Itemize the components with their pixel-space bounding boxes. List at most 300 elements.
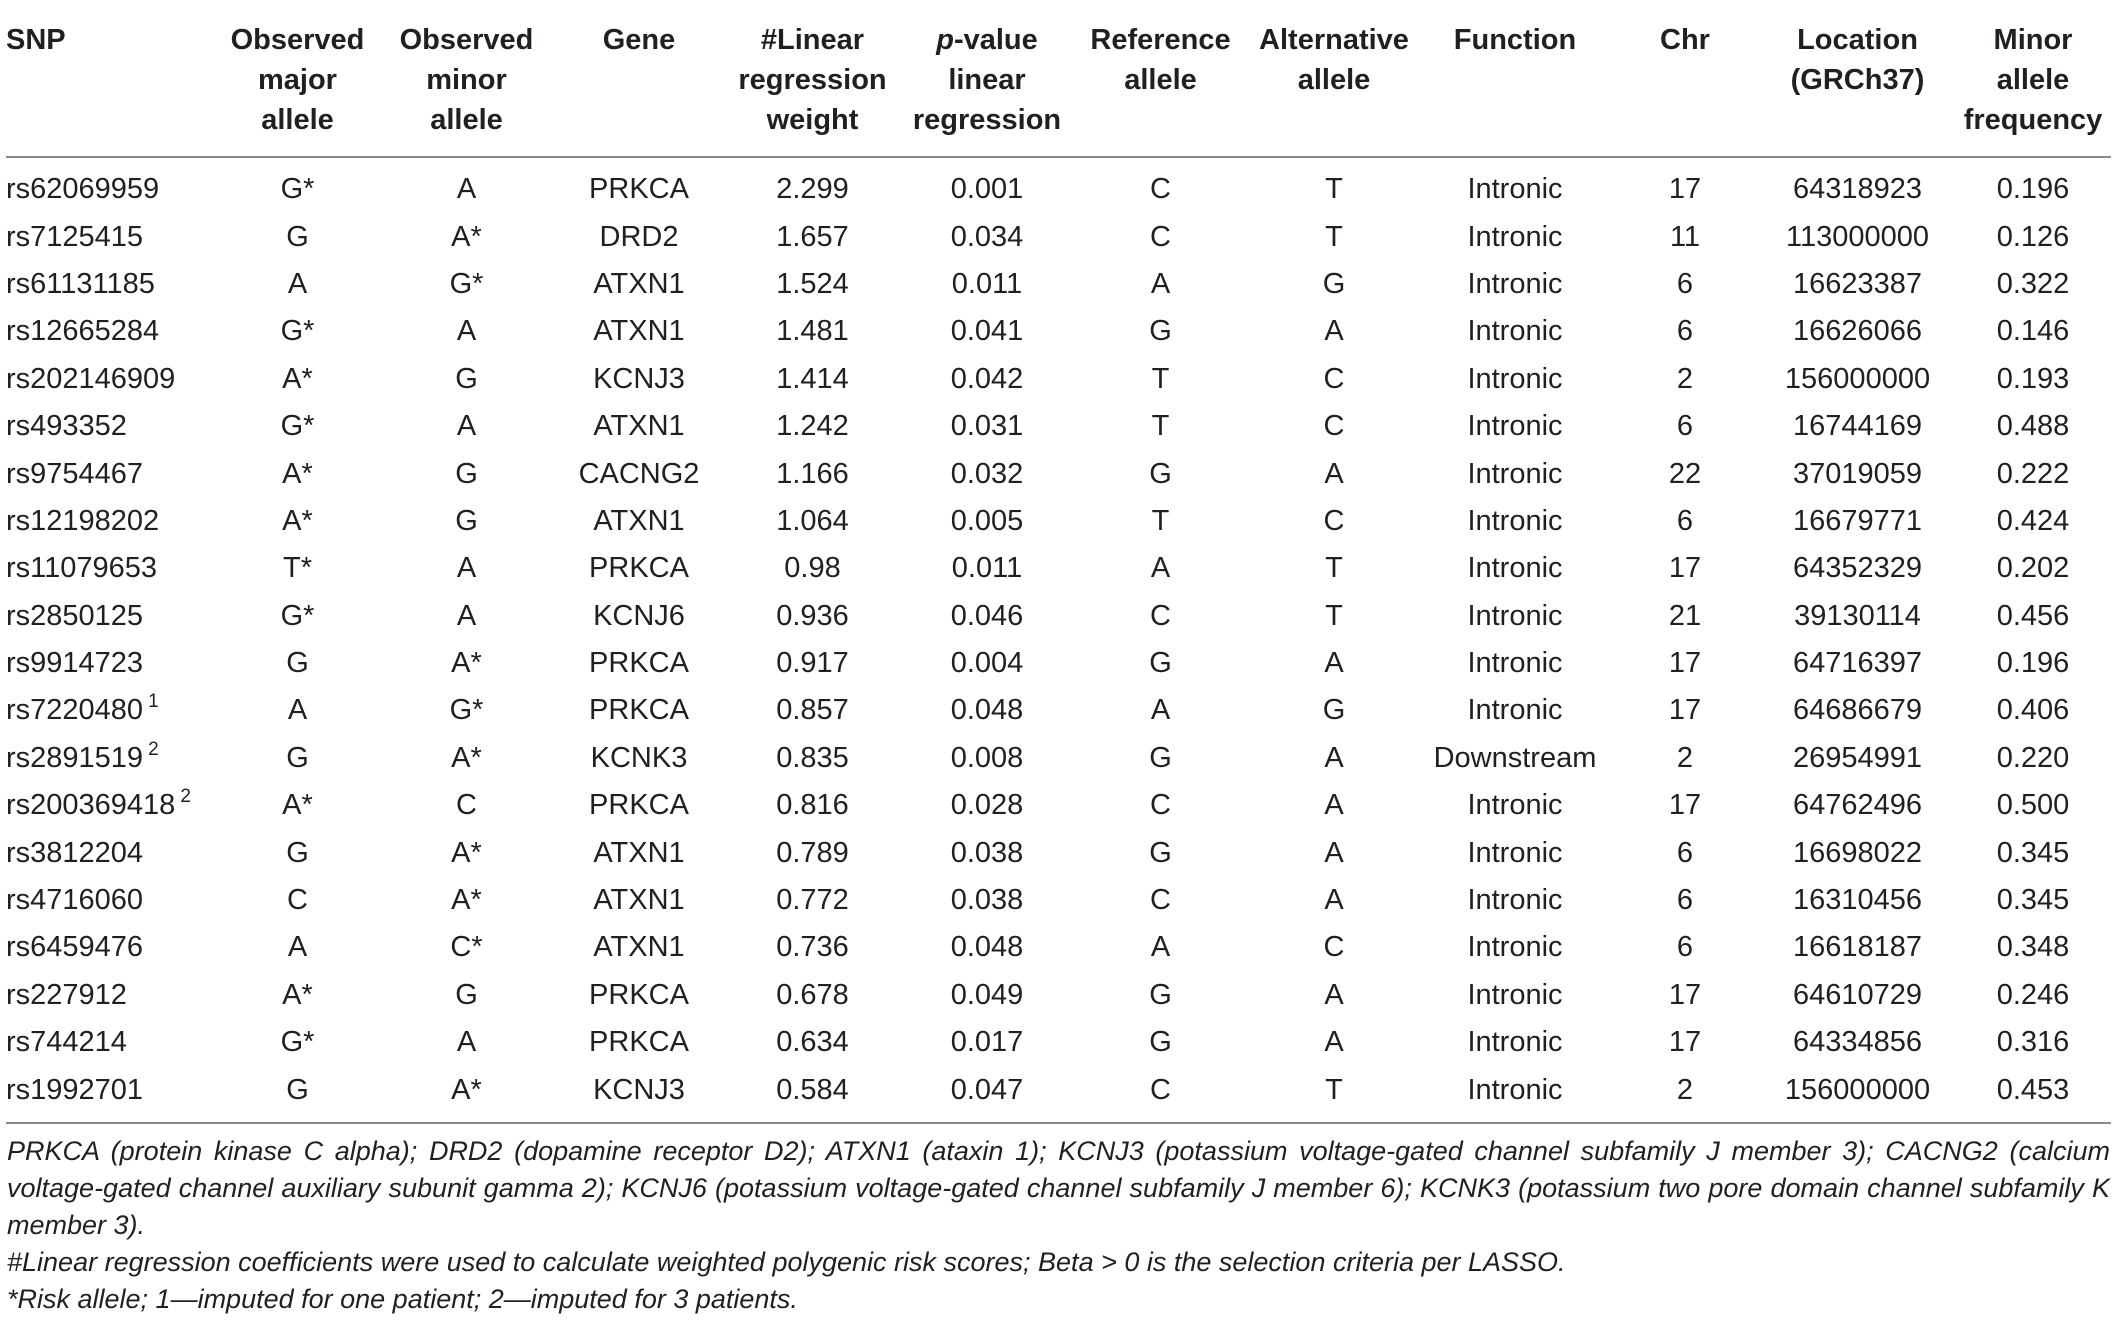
cell-ref: T [1151,504,1170,537]
cell-minor: C [456,789,477,822]
cell-major: G* [280,315,315,348]
cell-location: 16698022 [1792,836,1923,869]
cell-pvalue: 0.048 [950,694,1024,727]
cell-ref: G [1149,647,1172,680]
cell-pvalue: 0.008 [950,741,1024,774]
cell-function: Intronic [1467,362,1563,395]
cell-pvalue: 0.038 [950,884,1024,917]
cell-maf: 0.424 [1996,504,2070,537]
footnote-risk-allele: *Risk allele; 1—imputed for one patient; 2—imputed for 3 patients. [7,1283,798,1314]
snp-id: rs1992701 [6,1073,144,1106]
cell-alt: A [1324,315,1344,348]
header-location: Location (GRCh37) [1760,0,1955,157]
cell-chr: 6 [1676,931,1694,964]
cell-location: 64610729 [1792,978,1923,1011]
cell-function: Intronic [1467,315,1563,348]
cell-maf: 0.220 [1996,741,2070,774]
cell-ref: G [1149,457,1172,490]
cell-gene: ATXN1 [593,315,685,348]
cell-pvalue: 0.038 [950,836,1024,869]
cell-major: C [287,884,308,917]
cell-alt: C [1323,362,1345,395]
cell-minor: C* [450,931,483,964]
cell-snp [6,972,216,1019]
table-row [6,261,2111,308]
table-row [6,877,2111,924]
cell-location: 26954991 [1792,741,1923,774]
cell-pvalue: 0.005 [950,504,1024,537]
cell-major: G* [280,173,315,206]
cell-function: Intronic [1467,931,1563,964]
cell-weight: 0.917 [776,647,849,680]
cell-alt: T [1325,599,1343,632]
cell-location: 64762496 [1792,789,1923,822]
footnotes [6,1123,2111,1319]
cell-location: 16679771 [1792,504,1923,537]
cell-weight: 0.772 [776,884,849,917]
snp-id: rs12198202 [6,504,160,537]
cell-function: Intronic [1467,173,1563,206]
cell-location: 16626066 [1792,315,1923,348]
cell-pvalue: 0.011 [951,552,1023,585]
imputation-note-marker: 2 [180,786,191,808]
cell-alt: T [1325,1073,1343,1106]
cell-major: G* [280,1026,315,1059]
cell-minor: G* [449,267,484,300]
cell-minor: G [455,362,478,395]
cell-weight: 1.414 [776,362,849,395]
cell-ref: C [1150,599,1171,632]
cell-function: Intronic [1467,978,1563,1011]
cell-location: 37019059 [1792,457,1923,490]
cell-function: Intronic [1467,694,1563,727]
cell-maf: 0.406 [1996,694,2070,727]
cell-alt: C [1323,504,1345,537]
cell-weight: 0.789 [776,836,849,869]
cell-chr: 2 [1676,741,1694,774]
snp-id: rs6459476 [6,931,144,964]
cell-maf: 0.246 [1996,978,2070,1011]
table-container [6,0,2111,1319]
cell-maf: 0.193 [1996,362,2070,395]
cell-snp [6,829,216,876]
cell-minor: A* [451,836,482,869]
cell-pvalue: 0.047 [950,1073,1024,1106]
cell-chr: 17 [1668,647,1702,680]
snp-id: rs493352 [6,410,127,443]
table-row [6,829,2111,876]
cell-snp [6,403,216,450]
cell-major: A* [282,978,313,1011]
snp-id: rs200369418 [6,789,176,822]
table-row [6,356,2111,403]
cell-gene: PRKCA [589,1026,689,1059]
header-snp: SNP [6,0,216,157]
cell-ref: A [1150,552,1171,585]
header-chr: Chr [1610,0,1760,157]
cell-chr: 22 [1668,457,1702,490]
cell-major: A* [282,362,313,395]
cell-minor: A [456,315,477,348]
cell-gene: DRD2 [599,220,679,253]
cell-weight: 1.064 [776,504,849,537]
cell-weight: 1.242 [776,410,849,443]
cell-snp [6,1066,216,1122]
cell-gene: ATXN1 [593,836,685,869]
cell-minor: A* [451,884,482,917]
cell-function: Intronic [1467,267,1563,300]
cell-location: 64352329 [1792,552,1923,585]
header-linear-regression-weight: #Linear regression weight [724,0,901,157]
cell-location: 64318923 [1792,173,1923,206]
cell-alt: A [1324,836,1344,869]
cell-chr: 17 [1668,694,1702,727]
cell-alt: T [1325,552,1343,585]
cell-pvalue: 0.048 [950,931,1024,964]
table-row [6,1019,2111,1066]
cell-alt: G [1322,267,1346,300]
cell-maf: 0.345 [1996,884,2070,917]
cell-ref: C [1150,1073,1171,1106]
cell-ref: A [1150,267,1171,300]
cell-function: Intronic [1467,457,1563,490]
cell-weight: 0.678 [776,978,849,1011]
cell-location: 113000000 [1785,220,1929,253]
cell-maf: 0.456 [1996,599,2070,632]
snp-id: rs12665284 [6,315,160,348]
cell-alt: A [1324,457,1344,490]
cell-snp [6,498,216,545]
header-alternative-allele: Alternative allele [1248,0,1420,157]
cell-major: G [286,741,309,774]
header-function: Function [1420,0,1610,157]
cell-major: A [287,267,308,300]
cell-major: G [286,836,309,869]
cell-major: G [286,647,309,680]
cell-chr: 2 [1676,1073,1694,1106]
cell-minor: G [455,457,478,490]
cell-maf: 0.222 [1996,457,2070,490]
snp-table [6,0,2111,1319]
cell-maf: 0.196 [1996,173,2070,206]
cell-snp [6,261,216,308]
cell-alt: A [1324,741,1344,774]
cell-maf: 0.202 [1996,552,2070,585]
cell-gene: ATXN1 [593,931,685,964]
cell-minor: A* [451,741,482,774]
footnote-regression: #Linear regression coefficients were used to calculate weighted polygenic risk scores; Beta > 0 is the selection criteria per LASSO. [7,1246,1566,1277]
snp-id: rs2891519 [6,741,144,774]
imputation-note-marker: 1 [148,691,159,713]
table-row [6,924,2111,971]
cell-minor: A* [451,220,482,253]
snp-id: rs9754467 [6,457,144,490]
cell-minor: A [456,552,477,585]
cell-chr: 17 [1668,173,1702,206]
cell-location: 16618187 [1792,931,1923,964]
cell-major: T* [283,552,312,585]
cell-pvalue: 0.031 [950,410,1024,443]
cell-snp [6,213,216,260]
cell-alt: C [1323,410,1345,443]
cell-minor: A* [451,647,482,680]
cell-gene: PRKCA [589,978,689,1011]
snp-id: rs9914723 [6,647,144,680]
snp-id: rs7125415 [6,220,144,253]
header-minor-allele-frequency: Minor allele frequency [1955,0,2111,157]
cell-ref: A [1150,931,1171,964]
cell-pvalue: 0.032 [950,457,1024,490]
snp-id: rs744214 [6,1026,127,1059]
cell-weight: 0.98 [784,552,841,585]
cell-ref: C [1150,220,1171,253]
snp-id: rs4716060 [6,884,144,917]
cell-snp [6,877,216,924]
cell-function: Intronic [1467,504,1563,537]
cell-weight: 0.816 [776,789,849,822]
cell-maf: 0.488 [1996,410,2070,443]
cell-pvalue: 0.042 [950,362,1024,395]
table-row [6,687,2111,734]
cell-ref: T [1151,362,1170,395]
cell-location: 16623387 [1792,267,1923,300]
cell-chr: 11 [1669,220,1701,253]
table-row [6,157,2111,213]
cell-major: G [286,1073,309,1106]
cell-maf: 0.146 [1996,315,2070,348]
cell-minor: A [456,1026,477,1059]
cell-maf: 0.316 [1996,1026,2070,1059]
cell-pvalue: 0.049 [950,978,1024,1011]
cell-weight: 0.634 [776,1026,849,1059]
cell-ref: A [1150,694,1171,727]
cell-gene: ATXN1 [593,410,685,443]
cell-snp [6,735,216,782]
cell-location: 39130114 [1794,599,1921,632]
cell-major: G* [280,410,315,443]
table-row [6,213,2111,260]
cell-function: Intronic [1467,220,1563,253]
snp-id: rs202146909 [6,362,176,395]
cell-chr: 17 [1668,552,1702,585]
cell-pvalue: 0.001 [950,173,1024,206]
cell-weight: 0.857 [776,694,849,727]
cell-gene: ATXN1 [593,504,685,537]
cell-function: Intronic [1467,552,1563,585]
cell-function: Intronic [1467,410,1563,443]
cell-ref: C [1150,789,1171,822]
cell-chr: 2 [1676,362,1694,395]
cell-maf: 0.348 [1996,931,2070,964]
header-observed-minor-allele: Observed minor allele [379,0,554,157]
cell-ref: G [1149,978,1172,1011]
cell-snp [6,450,216,497]
cell-ref: G [1149,1026,1172,1059]
cell-major: A [287,931,308,964]
cell-gene: ATXN1 [593,884,685,917]
cell-gene: PRKCA [589,694,689,727]
cell-alt: T [1325,173,1343,206]
cell-function: Intronic [1467,789,1563,822]
cell-snp [6,687,216,734]
cell-snp [6,545,216,592]
cell-ref: G [1149,741,1172,774]
cell-chr: 6 [1676,315,1694,348]
snp-id: rs61131185 [6,267,155,300]
cell-maf: 0.322 [1996,267,2070,300]
cell-weight: 0.584 [776,1073,849,1106]
cell-weight: 0.835 [776,741,849,774]
cell-gene: CACNG2 [578,457,700,490]
cell-pvalue: 0.011 [951,267,1023,300]
table-body [6,157,2111,1123]
cell-alt: A [1324,1026,1344,1059]
snp-id: rs227912 [6,978,127,1011]
cell-function: Intronic [1467,1073,1563,1106]
snp-id: rs11079653 [6,552,158,585]
cell-pvalue: 0.046 [950,599,1024,632]
cell-gene: KCNK3 [590,741,688,774]
snp-id: rs2850125 [6,599,144,632]
cell-chr: 17 [1668,1026,1702,1059]
snp-id: rs7220480 [6,694,144,727]
cell-major: G [286,220,309,253]
cell-alt: T [1325,220,1343,253]
cell-maf: 0.126 [1996,220,2070,253]
header-p-value: p-value linear regression [901,0,1073,157]
cell-chr: 6 [1676,884,1694,917]
table-row [6,1066,2111,1122]
table-row [6,403,2111,450]
cell-minor: G* [449,694,484,727]
cell-snp [6,640,216,687]
cell-weight: 0.936 [776,599,849,632]
cell-location: 64686679 [1792,694,1923,727]
cell-function: Intronic [1467,599,1563,632]
cell-ref: G [1149,315,1172,348]
cell-snp [6,356,216,403]
table-row [6,498,2111,545]
cell-snp [6,782,216,829]
cell-location: 156000000 [1784,362,1931,395]
cell-pvalue: 0.028 [950,789,1024,822]
table-row [6,308,2111,355]
header-observed-major-allele: Observed major allele [216,0,379,157]
table-row [6,593,2111,640]
cell-pvalue: 0.034 [950,220,1024,253]
cell-maf: 0.453 [1996,1073,2070,1106]
cell-function: Intronic [1467,1026,1563,1059]
cell-snp [6,308,216,355]
cell-minor: G [455,978,478,1011]
cell-snp [6,157,216,213]
cell-major: A [287,694,308,727]
snp-id: rs62069959 [6,173,160,206]
cell-minor: A [456,410,477,443]
cell-gene: PRKCA [589,552,689,585]
cell-chr: 21 [1668,599,1702,632]
cell-location: 16310456 [1792,884,1923,917]
cell-minor: A* [451,1073,482,1106]
footnote-abbreviations: PRKCA (protein kinase C alpha); DRD2 (dopamine receptor D2); ATXN1 (ataxin 1); KCNJ3 (potassium voltage-gated channel subfamily J member 3); CACNG2 (calcium voltage-gated channel auxiliary subunit gamma 2); KCNJ6 (potassium voltage-gated channel subfamily J member 6); KCNK3 (potassium two pore domain channel subfamily K member 3). [7,1135,2110,1240]
cell-maf: 0.345 [1996,836,2070,869]
header-reference-allele: Reference allele [1073,0,1248,157]
cell-chr: 17 [1668,978,1702,1011]
cell-chr: 6 [1676,410,1694,443]
table-header [6,0,2111,157]
cell-gene: PRKCA [589,789,689,822]
cell-weight: 1.524 [776,267,849,300]
cell-weight: 1.657 [776,220,849,253]
cell-ref: C [1150,884,1171,917]
cell-maf: 0.196 [1996,647,2070,680]
header-gene: Gene [554,0,724,157]
cell-chr: 6 [1676,836,1694,869]
cell-chr: 6 [1676,267,1694,300]
cell-ref: C [1150,173,1171,206]
cell-gene: PRKCA [589,173,689,206]
snp-id: rs3812204 [6,836,144,869]
cell-snp [6,1019,216,1066]
cell-major: A* [282,457,313,490]
cell-location: 16744169 [1792,410,1923,443]
cell-pvalue: 0.041 [950,315,1024,348]
cell-alt: A [1324,884,1344,917]
cell-chr: 6 [1676,504,1694,537]
cell-minor: A [456,173,477,206]
cell-weight: 0.736 [776,931,849,964]
cell-location: 156000000 [1784,1073,1931,1106]
cell-snp [6,593,216,640]
cell-ref: G [1149,836,1172,869]
cell-function: Intronic [1467,884,1563,917]
cell-minor: G [455,504,478,537]
cell-function: Intronic [1467,836,1563,869]
table-row [6,545,2111,592]
cell-gene: KCNJ3 [593,362,685,395]
cell-weight: 2.299 [776,173,849,206]
cell-weight: 1.481 [776,315,849,348]
cell-alt: A [1324,647,1344,680]
cell-location: 64334856 [1792,1026,1923,1059]
cell-alt: G [1322,694,1346,727]
cell-alt: C [1323,931,1345,964]
cell-ref: T [1151,410,1170,443]
cell-minor: A [456,599,477,632]
cell-gene: KCNJ3 [593,1073,685,1106]
cell-pvalue: 0.004 [950,647,1024,680]
imputation-note-marker: 2 [148,738,159,760]
table-row [6,782,2111,829]
cell-gene: KCNJ6 [593,599,685,632]
cell-major: G* [280,599,315,632]
cell-maf: 0.500 [1996,789,2070,822]
cell-location: 64716397 [1792,647,1923,680]
cell-gene: ATXN1 [593,267,685,300]
cell-chr: 17 [1668,789,1702,822]
cell-gene: PRKCA [589,647,689,680]
cell-function: Intronic [1467,647,1563,680]
cell-pvalue: 0.017 [950,1026,1024,1059]
cell-weight: 1.166 [776,457,849,490]
cell-alt: A [1324,789,1344,822]
cell-major: A* [282,504,313,537]
cell-major: A* [282,789,313,822]
table-row [6,450,2111,497]
cell-function: Downstream [1433,741,1597,774]
table-row [6,640,2111,687]
cell-alt: A [1324,978,1344,1011]
